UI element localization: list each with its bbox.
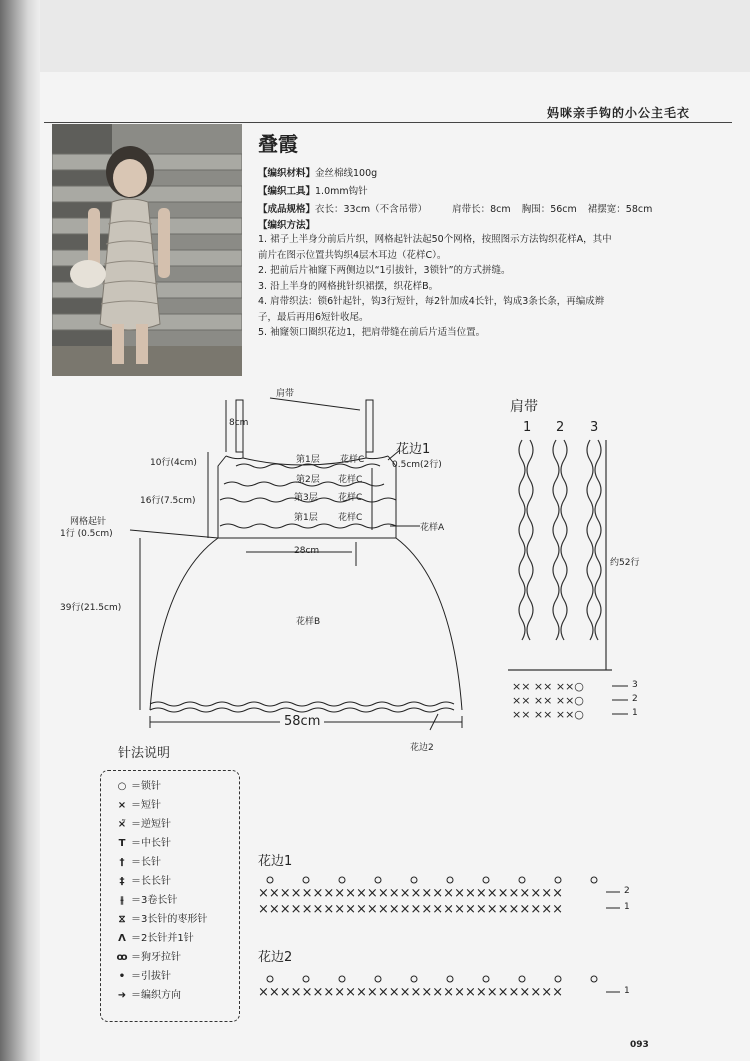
stitch-legend: [100, 770, 240, 1022]
rows-16: 16行(7.5cm): [140, 496, 196, 506]
skirt-right-edge: [396, 538, 462, 710]
pattern-c-label: 花样C: [338, 475, 363, 485]
svg-text:××××××××××××××××××××××××××××: ××××××××××××××××××××××××××××: [258, 902, 563, 917]
layer-3: 第3层: [294, 493, 318, 503]
pattern-c-label: 花样C: [338, 513, 363, 523]
dc2tog-icon: Λ: [118, 933, 126, 944]
legend-text: ＝长针: [131, 857, 161, 868]
strap-chart-lines: [508, 440, 612, 670]
layer-1-top: 第1层: [296, 455, 320, 465]
step-line: 前片在图示位置共钩织4层木耳边（花样C）。: [258, 249, 447, 261]
running-header: 妈咪亲手钩的小公主毛衣: [546, 106, 690, 120]
pattern-c-label: 花样C: [338, 493, 363, 503]
edge-1-label: 花边1: [396, 442, 431, 457]
step-line: 3. 沿上半身的网格挑针织裙摆，织花样B。: [258, 280, 439, 292]
step-line: 1. 裙子上半身分前后片织，网格起针法起50个网格，按照图示方法钩织花样A，其中: [258, 234, 612, 245]
step-line: 2. 把前后片袖窿下两侧边以“1引拔针，3锁针”的方式拼缝。: [258, 265, 511, 276]
legend-item: [113, 891, 177, 906]
strap-col-2: 2: [556, 420, 565, 435]
method-tag: 【编织方法】: [258, 220, 316, 231]
strap-row-mark-3: 3: [632, 680, 638, 690]
legend-item: [113, 948, 181, 963]
tool-value: 1.0mm钩针: [315, 186, 368, 197]
chain-stitch-icon: ○: [117, 781, 127, 792]
tool-tag: 【编织工具】: [258, 186, 316, 197]
svg-text:××××××××××××××××××××××××××××: ××××××××××××××××××××××××××××: [258, 886, 563, 901]
legend-title: 针法说明: [118, 746, 171, 761]
strap-row-mark-1: 1: [632, 708, 638, 718]
bobble-stitch-icon: ⧖: [118, 914, 126, 925]
slip-stitch-icon: •: [118, 971, 126, 982]
legend-text: ＝引拔针: [131, 971, 171, 982]
edge-chart-stitches: [258, 886, 620, 1000]
picot-icon: ꝏ: [116, 952, 128, 963]
edge-1-rows: 0.5cm(2行): [392, 460, 442, 470]
step-line: 子，最后再用6短针收尾。: [258, 311, 369, 323]
size-tag: 【成品规格】: [258, 204, 316, 215]
edge-1-row-mark-2: 2: [624, 886, 630, 896]
step-line: 4. 肩带织法：锁6针起针，钩3行短针，每2针加成4长针，钩成3条长条，再编成辫: [258, 296, 605, 307]
material-value: 金丝棉线100g: [315, 168, 378, 179]
strap-length: 8cm: [229, 418, 249, 428]
strap-rows-label: 约52行: [610, 558, 640, 568]
strap-row-mark-2: 2: [632, 694, 638, 704]
legend-text: ＝中长针: [131, 838, 171, 849]
strap-chart-title: 肩带: [510, 399, 538, 415]
right-strap: [366, 400, 373, 452]
legend-item: [113, 815, 171, 830]
pattern-c-label: 花样C: [340, 455, 365, 465]
pattern-title: 叠霞: [258, 132, 298, 156]
treble-crochet-icon: ‡: [119, 876, 125, 887]
size-strap: 肩带长：8cm: [452, 204, 511, 215]
edge-1-row-mark-1: 1: [624, 902, 630, 912]
legend-text: ＝3卷长针: [131, 895, 178, 906]
pattern-a-label: 花样A: [420, 523, 445, 533]
svg-text:×× ×× ××○: ×× ×× ××○: [512, 680, 584, 693]
arrow-right-icon: ➜: [117, 990, 127, 1001]
step-line: 5. 袖窿领口圈织花边1，把肩带缝在前后片适当位置。: [258, 327, 486, 338]
material-tag: 【编织材料】: [258, 168, 316, 179]
legend-text: ＝2长针并1针: [131, 933, 194, 944]
page-number: 093: [630, 1040, 649, 1050]
triple-treble-icon: ⫲: [120, 895, 124, 906]
rows-39: 39行(21.5cm): [60, 603, 122, 613]
legend-item: [113, 777, 161, 792]
legend-item: [113, 929, 194, 944]
net-rows: 1行 (0.5cm): [60, 529, 113, 539]
half-double-crochet-icon: T: [118, 838, 126, 849]
net-start-label: 网格起针: [70, 517, 107, 527]
svg-text:××××××××××××××××××××××××××××: ××××××××××××××××××××××××××××: [258, 985, 563, 1000]
width-28: 28cm: [294, 546, 320, 556]
double-crochet-icon: †: [119, 857, 125, 868]
rows-10: 10行(4cm): [150, 458, 197, 468]
width-58: 58cm: [280, 714, 324, 729]
legend-item: [113, 910, 207, 925]
legend-text: ＝长长针: [131, 876, 171, 887]
layer-1-bottom: 第1层: [294, 513, 318, 523]
pattern-b-label: 花样B: [296, 617, 321, 627]
strap-col-1: 1: [523, 420, 532, 435]
strap-label: 肩带: [276, 389, 295, 399]
legend-text: ＝短针: [131, 800, 161, 811]
svg-text:×× ×× ××○: ×× ×× ××○: [512, 708, 584, 721]
legend-item: [113, 986, 181, 1001]
strap-chart-stitches: [512, 680, 628, 721]
layer-2: 第2层: [296, 475, 320, 485]
skirt-left-edge: [150, 538, 218, 710]
legend-item: [113, 872, 171, 887]
legend-item: [113, 834, 171, 849]
edge-2-label: 花边2: [410, 743, 434, 753]
single-crochet-icon: ×: [117, 800, 127, 811]
edge-2-row-mark-1: 1: [624, 986, 630, 996]
legend-text: ＝狗牙拉针: [131, 952, 181, 963]
size-chest: 胸围：56cm: [521, 204, 577, 215]
reverse-single-crochet-icon: ×̃: [117, 819, 127, 830]
svg-text:×× ×× ××○: ×× ×× ××○: [512, 694, 584, 707]
legend-item: [113, 796, 161, 811]
size-length: 衣长：33cm（不含吊带）: [315, 204, 428, 215]
size-hem: 裙摆宽：58cm: [587, 204, 653, 215]
edge-1-chart-title: 花边1: [258, 854, 293, 869]
legend-text: ＝编织方向: [131, 990, 181, 1001]
edge-2-chart-title: 花边2: [258, 950, 293, 965]
legend-item: [113, 853, 161, 868]
legend-text: ＝锁针: [131, 781, 161, 792]
legend-text: ＝逆短针: [131, 819, 171, 830]
legend-text: ＝3长针的枣形针: [131, 914, 208, 925]
legend-item: [113, 967, 171, 982]
strap-col-3: 3: [590, 420, 599, 435]
